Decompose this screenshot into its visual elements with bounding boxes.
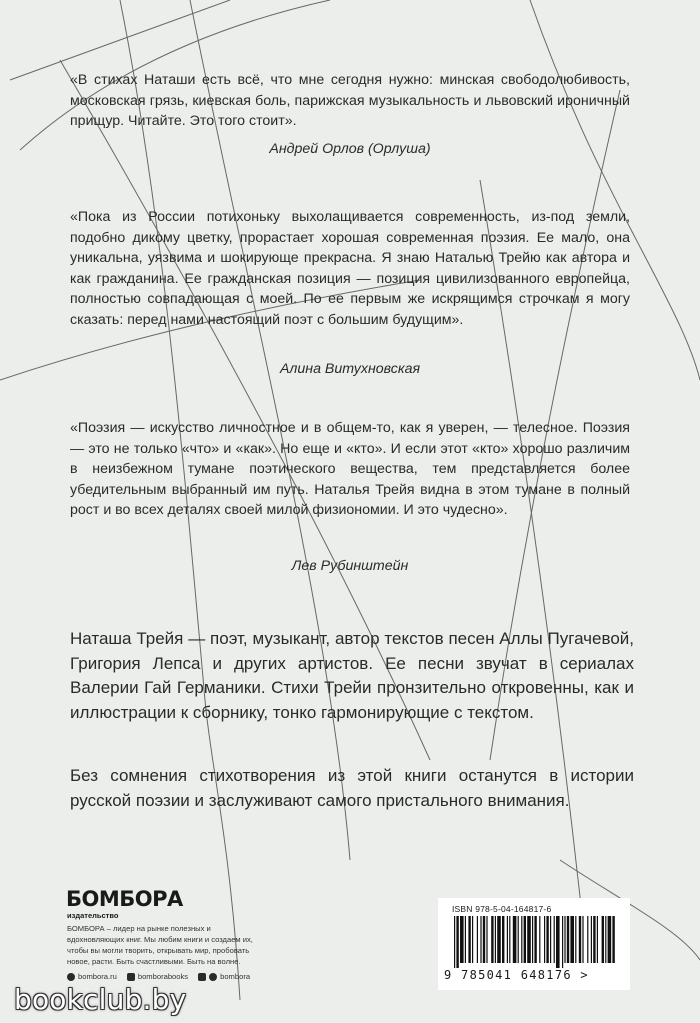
social-link-social[interactable] [198,972,250,981]
quote-text: «Пока из России потихоньку выхолащивается современность, из-под земли, подобно дикому цветку, прорастает хорошая современная поэзия. Ее мало, она уникальна, уязвима и шокирующе прекрасна. Я знаю Наталью Трейю как автора и как гражданина. Ее гражданская позиция — позиция цивилизованного европейца, полностью совпадающая с моей. По ее первым же искрящимся строчкам я могу сказать: перед нами настоящий поэт с большим будущим». [70,209,630,328]
publisher-description: БОМБОРА – лидер на рынке полезных и вдохновляющих книг. Мы любим книги и создаем их, чтобы вы могли творить, открывать мир, пробовать новое, расти. Быть счастливыми. Быть на волне. [67,924,253,966]
social-icon [198,973,206,981]
quote-block [70,418,630,521]
social-label: bombora [220,972,251,981]
isbn-text: ISBN 978-5-04-164817-6 [452,904,552,914]
social-label: bombora.ru [78,972,117,981]
social-link-video[interactable] [127,972,188,981]
web-icon [67,973,75,981]
quote-author: Алина Витухновская [279,361,421,377]
publisher-label: издательство [67,911,119,920]
site-watermark: bookclub.by [14,983,187,1016]
quote-text: «В стихах Наташи есть всё, что мне сегодня нужно: минская свободолюбивость, московская грязь, киевская боль, парижская музыкальность и львовский ироничный прищур. Читайте. Это того стоит». [70,72,630,130]
quote-author: Лев Рубинштейн [291,558,409,574]
publisher-socials [67,972,250,981]
quote-text: «Поэзия — искусство личностное и в общем-то, как я уверен, — телесное. Поэзия — это не только «что» и «как». Но еще и «кто». И если этот «кто» хорошо различим в неизбежном тумане поэтического вещества, тем представляется более убедительным выбранный им путь. Наталья Трейя видна в этом тумане в полный рост и во всех деталях своей милой физиономии. И это чудесно». [70,420,630,519]
barcode-digits: 9 785041 648176 > [444,968,589,982]
video-icon [127,973,135,981]
social-label: bomborabooks [137,972,189,981]
recommendation-paragraph: Без сомнения стихотворения из этой книги останутся в истории русской поэзии и заслуживают самого пристального внимания. [70,766,634,810]
isbn-barcode [438,898,630,990]
quote-block [70,207,630,331]
quote-block [70,70,630,132]
publisher-logo: БОМБОРА [66,887,183,911]
author-bio-paragraph: Наташа Трейя — поэт, музыкант, автор текстов песен Аллы Пугачевой, Григория Лепса и других артистов. Ее песни звучат в сериалах Валерии Гай Германики. Стихи Трейи пронзительно откровенны, как и иллюстрации к сборнику, тонко гармонирующие с текстом. [70,629,634,722]
barcode-bars [452,916,618,968]
social-icon [209,973,217,981]
social-link-web[interactable] [67,972,117,981]
quote-author: Андрей Орлов (Орлуша) [269,141,431,157]
